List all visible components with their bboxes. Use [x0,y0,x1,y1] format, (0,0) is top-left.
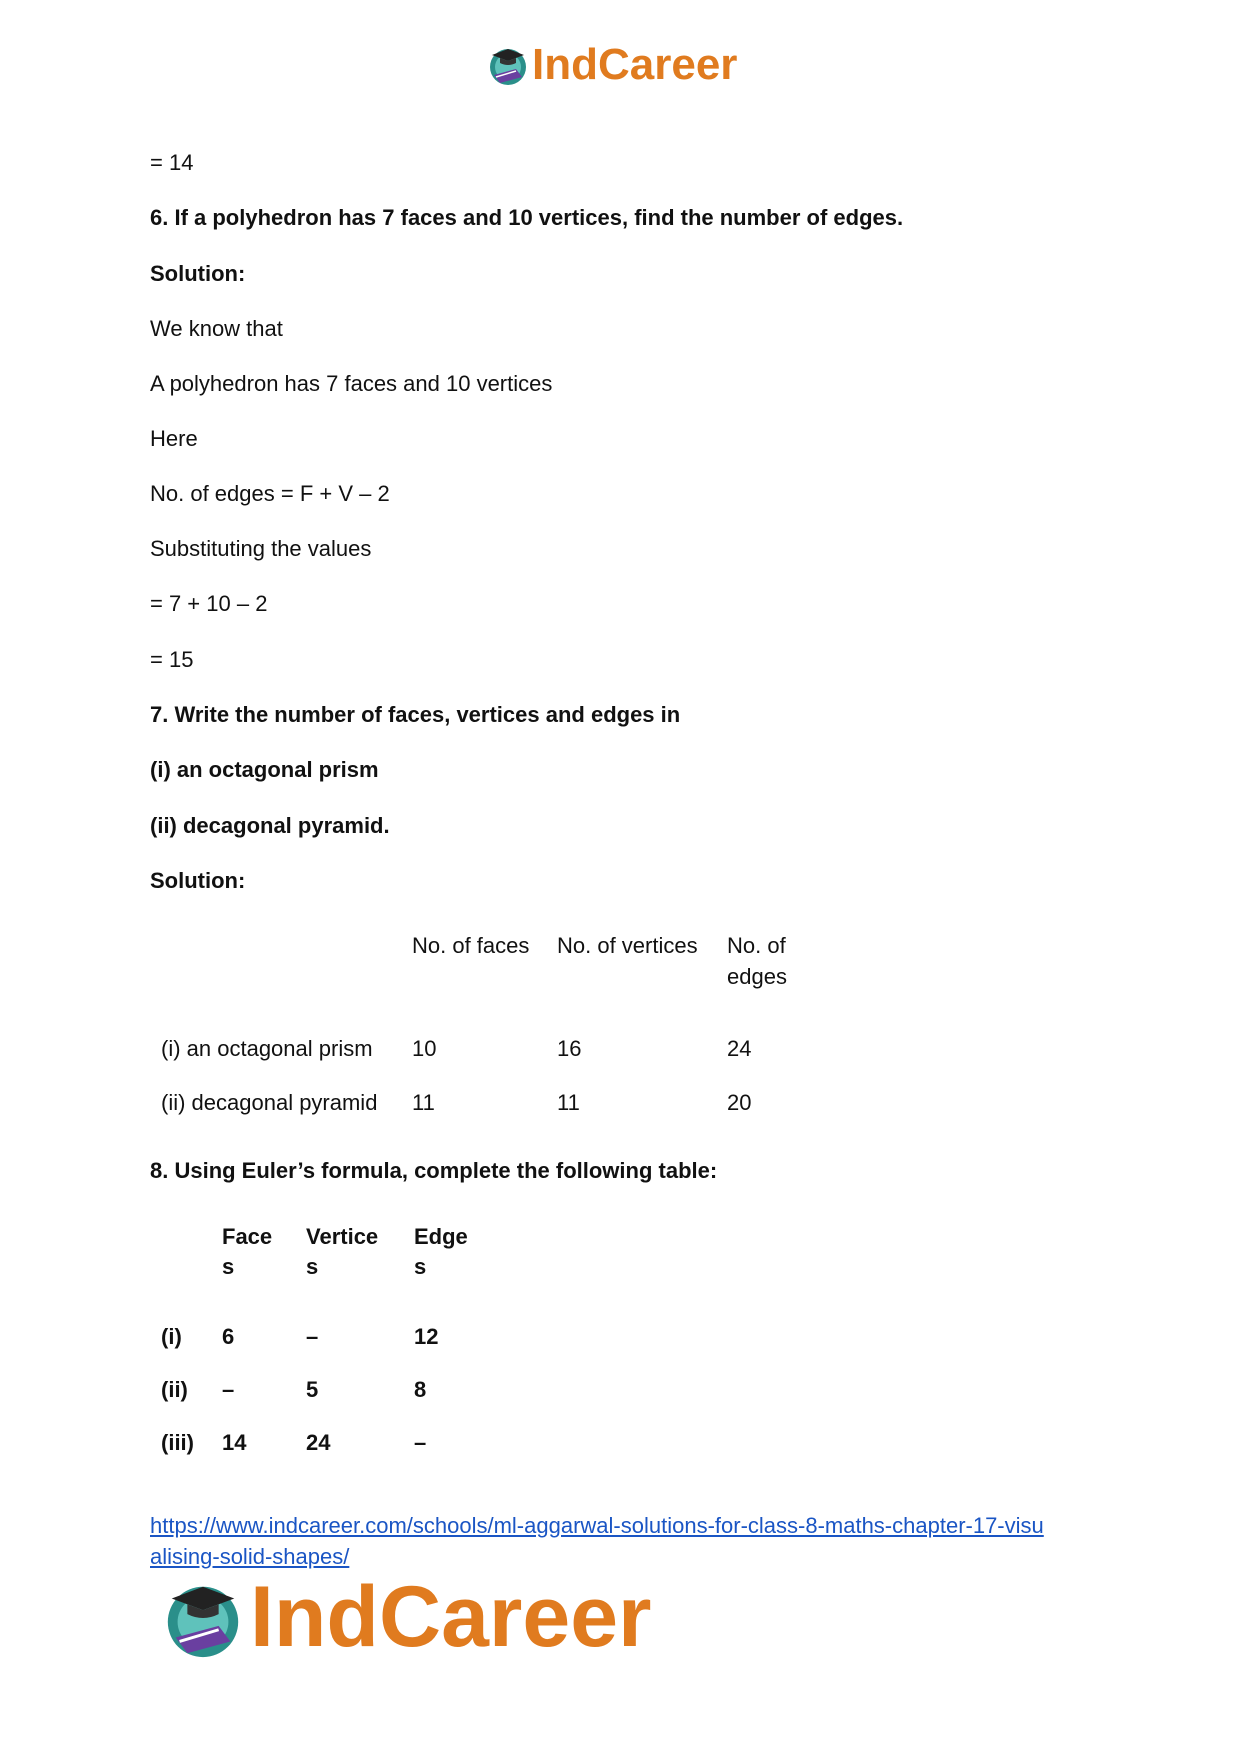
table-header-edges: No. of edges [727,933,787,989]
cell-faces: – [222,1377,235,1402]
header-logo [486,40,737,90]
cell-faces: 14 [222,1430,247,1455]
graduation-cap-book-icon [486,43,530,87]
cell-edges: 8 [414,1377,427,1402]
footer-logo [160,1568,652,1667]
question-8: 8. Using Euler’s formula, complete the following table: [150,1158,718,1183]
cell-vertices: 24 [306,1430,331,1455]
solution-line: Here [150,426,198,451]
brand-name: IndCareer [532,40,738,89]
cell-edges: 24 [727,1036,752,1061]
equation-line: = 7 + 10 – 2 [150,591,268,616]
table-header-faces: Face s [222,1224,273,1279]
cell-vertices: 5 [306,1377,319,1402]
cell-vertices: 16 [557,1036,582,1061]
question-7-part-i: (i) an octagonal prism [150,757,379,782]
row-label: (ii) [161,1377,188,1402]
cell-vertices: 11 [557,1090,580,1115]
cell-edges: – [414,1430,427,1455]
question-7: 7. Write the number of faces, vertices and edges in [150,702,681,727]
graduation-cap-book-icon [160,1575,246,1661]
equation-line: = 15 [150,647,194,672]
solution-heading: Solution: [150,868,246,893]
question-7-part-ii: (ii) decagonal pyramid. [150,813,390,838]
table-header-vertices: Vertice s [306,1224,379,1279]
table-header-faces: No. of faces [412,933,530,958]
cell-vertices: – [306,1324,319,1349]
row-label: (i) an octagonal prism [161,1036,373,1061]
formula-line: No. of edges = F + V – 2 [150,481,390,506]
cell-edges: 20 [727,1090,752,1115]
row-label: (iii) [161,1430,194,1455]
row-label: (ii) decagonal pyramid [161,1090,378,1115]
solution-heading: Solution: [150,261,246,286]
solution-line: Substituting the values [150,536,372,561]
brand-name: IndCareer [250,1569,652,1665]
solution-line: We know that [150,316,283,341]
equation-line: = 14 [150,150,194,175]
table-header-vertices: No. of vertices [557,933,698,958]
solution-line: A polyhedron has 7 faces and 10 vertices [150,371,553,396]
table-header-edges: Edge s [414,1224,468,1279]
cell-edges: 12 [414,1324,439,1349]
row-label: (i) [161,1324,182,1349]
cell-faces: 6 [222,1324,235,1349]
cell-faces: 10 [412,1036,437,1061]
cell-faces: 11 [412,1090,435,1115]
question-6: 6. If a polyhedron has 7 faces and 10 vertices, find the number of edges. [150,205,904,230]
source-link[interactable]: https://www.indcareer.com/schools/ml-aggarwal-solutions-for-class-8-maths-chapter-17-visu alising-solid-shapes/ [150,1513,1044,1569]
